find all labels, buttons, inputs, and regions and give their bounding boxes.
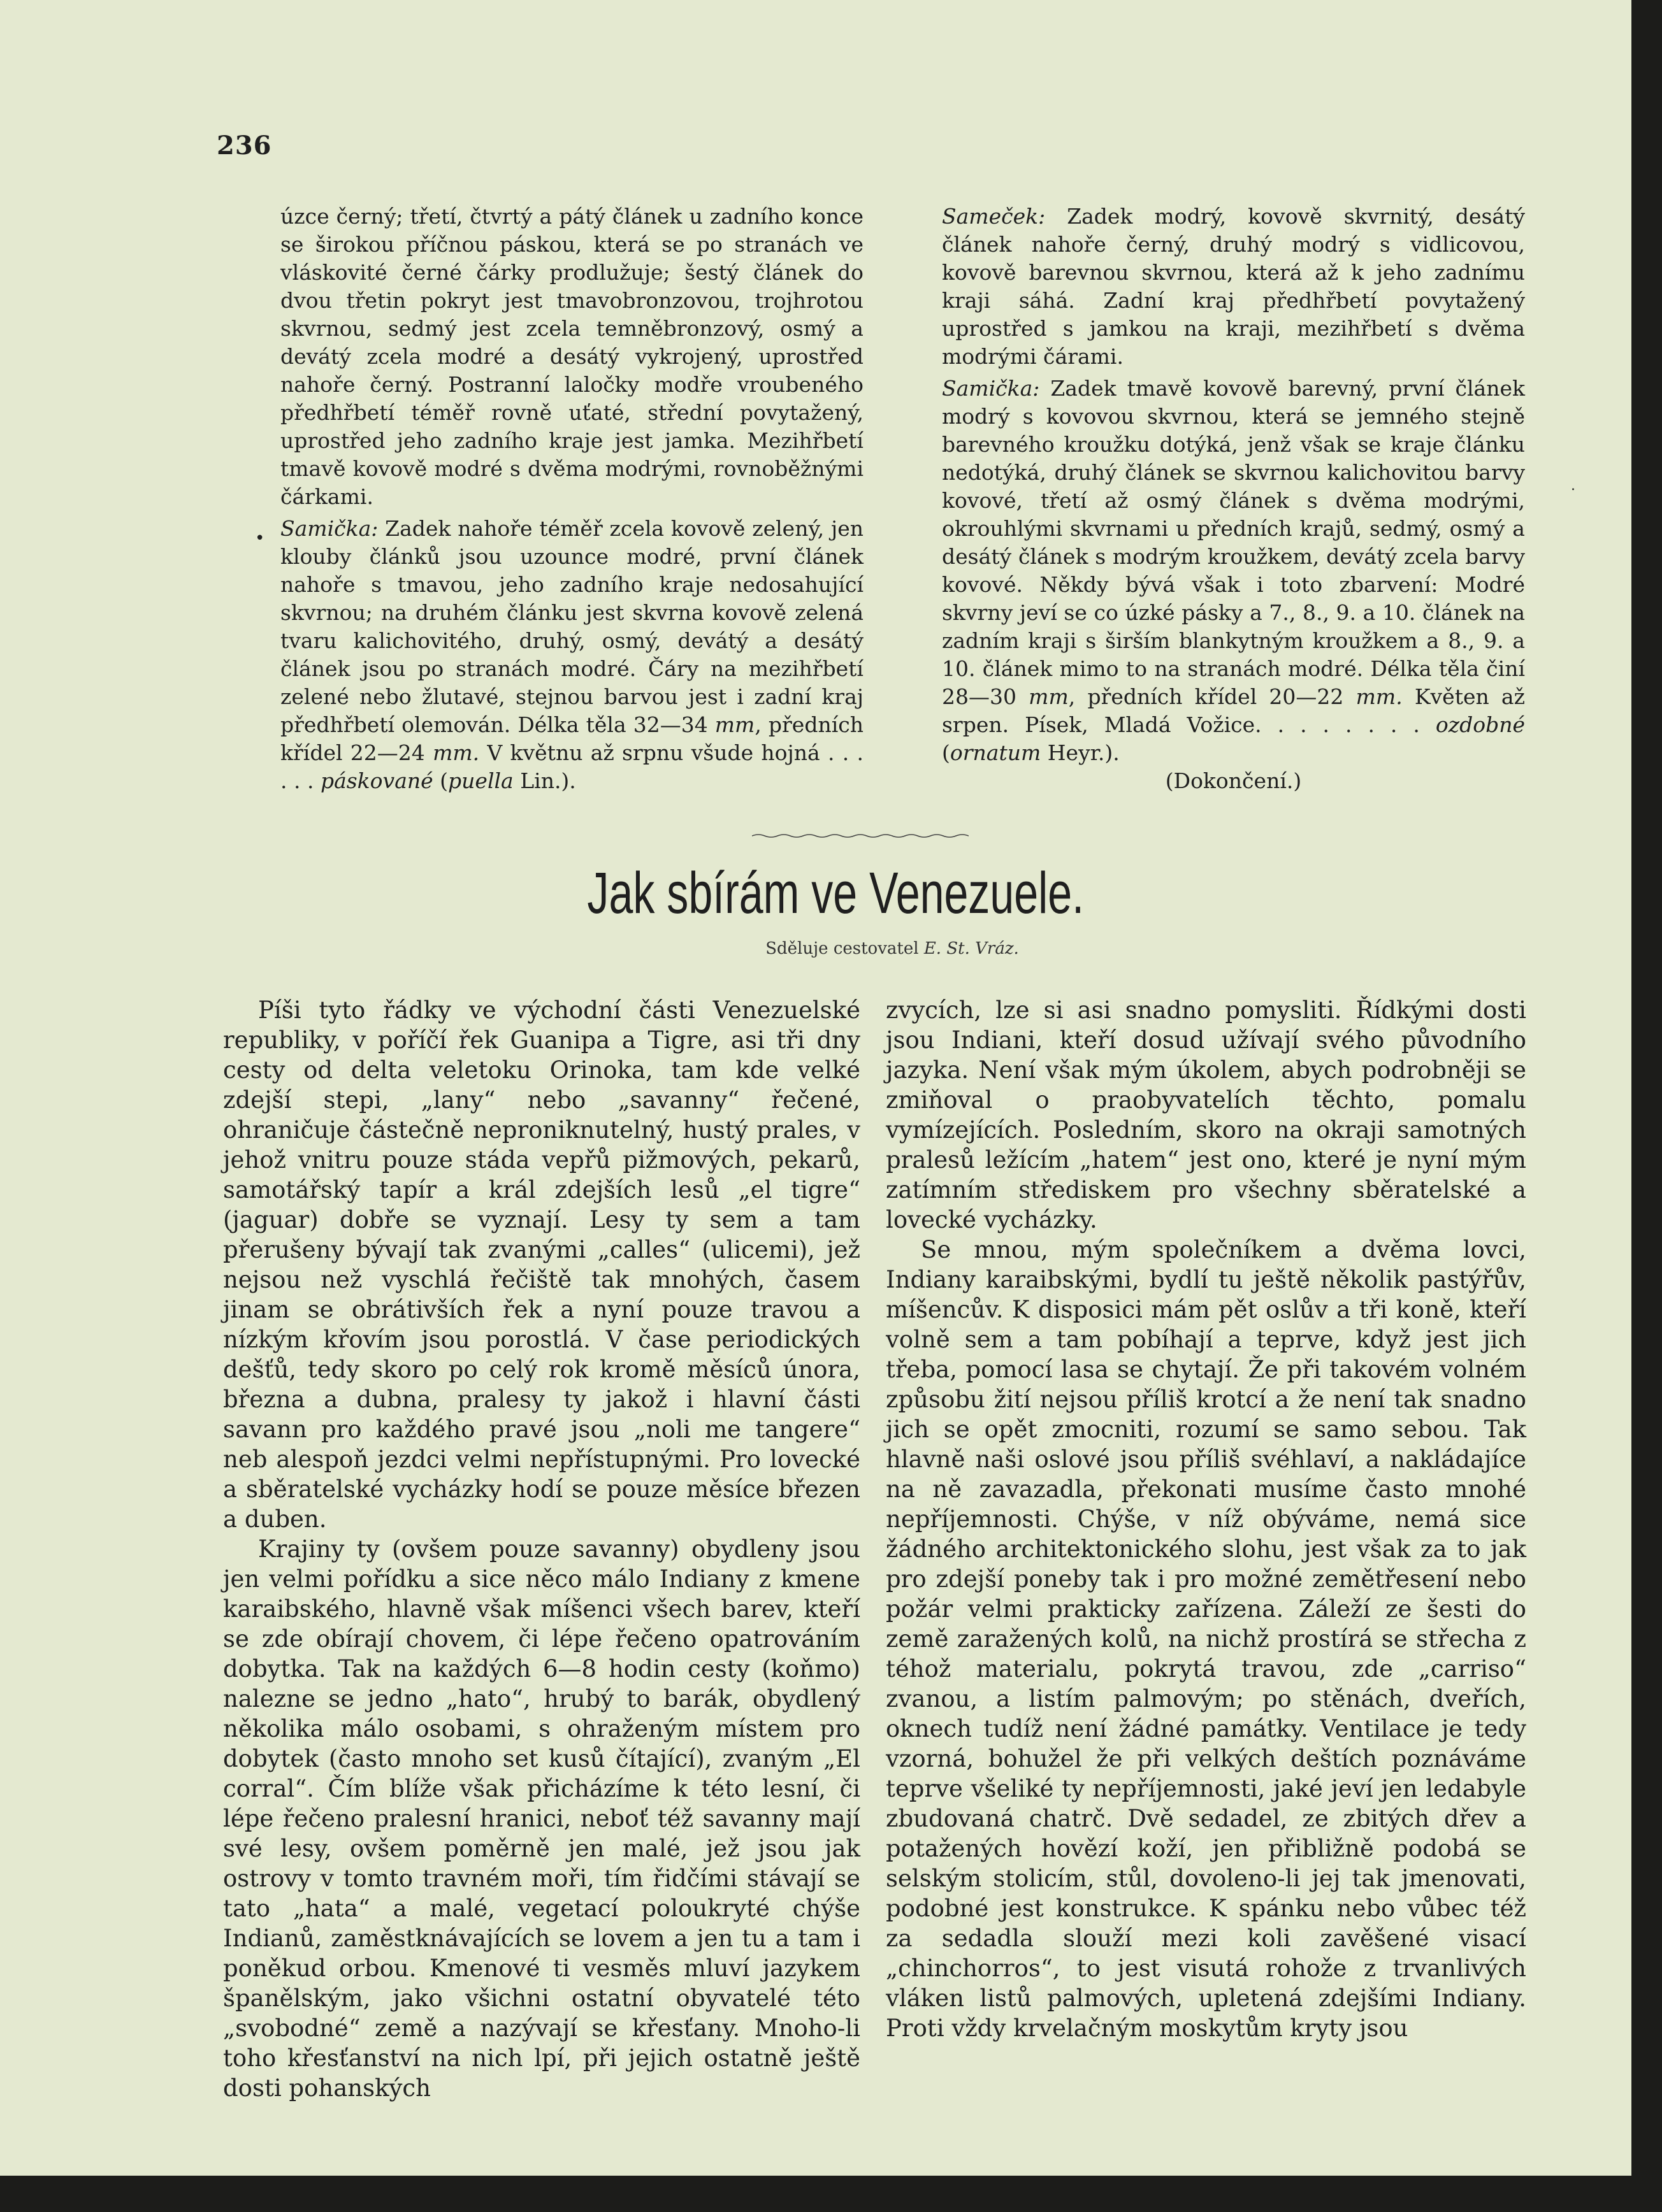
article-paragraph-4: Se mnou, mým společníkem a dvěma lovci, Indiany karaibskými, bydlí tu ještě několik pastýřův, míšencův. K disposici mám pět oslův a tři koně, kteří volně sem a tam pobíhají a teprve, když jest jich třeba, pomocí lasa se chytají. Že při takovém volném způsobu žití nejsou příliš krotcí a že není tak snadno jich se opět zmocniti, rozumí se samo sebou. Tak hlavně naši oslové jsou příliš svéhlaví, a nakládajíce na ně zavazadla, překonati musíme často mnohé nepříjemnosti. Chýše, v níž obýváme, nemá sice žádného architektonického slohu, jest však za to jak pro zdejší poneby tak i pro možné zemětřesení nebo požár velmi prakticky zařízena. Záleží ze šesti do země zaražených kolů, na nichž prostírá se střecha z téhož materialu, pokrytá travou, zde „carriso“ zvanou, a listím palmovým; po stěnách, dveřích, oknech tudíž není žádné památky. Ventilace je tedy vzorná, bohužel že při velkých deštích poznáváme teprve všeliké ty nepříjemnosti, jaké jeví jen ledabyle zbudovaná chatrč. Dvě sedadel, ze zbitých dřev a potažených hovězí koží, jen přibližně podobá se selským stolicím, stůl, dovoleno-li jej tak jmenovati, podobné jest konstrukce. K spánku nebo vůbec též za sedadla slouží mezi koli zavěšené visací „chinchorros“, to jest visutá rohože z trvanlivých vláken listů palmových, upletená zdejšími Indiany. Proti vždy krvelačným moskytům kryty jsou bbox=[886, 1236, 1526, 2042]
paren-open: ( bbox=[942, 740, 950, 765]
top-right-paragraph-2 bbox=[942, 375, 1525, 767]
wing-length-text: , předních křídel 22—24 bbox=[280, 712, 864, 765]
byline-author: E. St. Vráz. bbox=[923, 939, 1019, 958]
margin-mark: • bbox=[255, 529, 265, 548]
article-title: Jak sbírám ve Venezuele. bbox=[587, 861, 1084, 926]
top-right-column bbox=[942, 203, 1525, 795]
top-left-column bbox=[280, 203, 864, 795]
article-paragraph-2: Krajiny ty (ovšem pouze savanny) obydleny jsou jen velmi pořídku a sice něco málo Indiany z kmene karaibského, hlavně však míšenci všech barev, kteří se zde obírají chovem, či lépe řečeno opatrováním dobytka. Tak na každých 6—8 hodin cesty (koňmo) nalezne se jedno „hato“, hrubý to barák, obydlený několika málo osobami, s ohraženým místem pro dobytek (často mnoho set kusů čítající), zvaným „El corral“. Čím blíže však přicházíme k této lesní, či lépe řečeno pralesní hranici, neboť též savanny mají své lesy, ovšem poměrně jen malé, jež jsou jak ostrovy v tomto travném moři, tím řidčími stávají se tato „hata“ a malé, vegetací poloukryté chýše Indianů, zaměstknávajících se lovem a jen tu a tam i poněkud orbou. Kmenové ti vesměs mluví jazykem španělským, jako všichni ostatní obyvatelé této „svobodné“ země a nazývají se křesťany. Mnoho-li toho křesťanství na nich lpí, při jejich ostatně ještě dosti pohanských bbox=[223, 1535, 860, 2102]
female-label: Samička: bbox=[942, 376, 1040, 401]
article-byline bbox=[701, 939, 1083, 958]
species-author: Heyr.). bbox=[1041, 740, 1120, 765]
article-right-column bbox=[886, 995, 1526, 2043]
section-divider bbox=[752, 833, 969, 839]
unit-mm: mm. bbox=[433, 740, 480, 765]
species-czech-name: ozdobné bbox=[1435, 712, 1525, 737]
continued-note: (Dokončení.) bbox=[1165, 768, 1302, 793]
male-description: Zadek modrý, kovově skvrnitý, desátý článek nahoře černý, druhý modrý s vidlicovou, kovově barevnou skvrnou, která až k jeho zadnímu kraji sáhá. Zadní kraj předhřbetí povytažený uprostřed s jamkou na kraji, mezihřbetí s dvěma modrými čárami. bbox=[942, 204, 1525, 369]
unit-mm: mm bbox=[1029, 684, 1069, 709]
article-paragraph-3: zvycích, lze si asi snadno pomysliti. Řídkými dosti jsou Indiani, kteří dosud užívají svého původního jazyka. Není však mým úkolem, abych podrobněji se zmiňoval o praobyvatelích těchto, pomalu vymízejících. Posledním, skoro na okraji samotných pralesů ležícím „hatem“ jest ono, které je nyní mým zatímním střediskem pro všechny sběratelské a lovecké vycházky. bbox=[886, 996, 1526, 1233]
species-author: Lin.). bbox=[513, 768, 576, 793]
paren-open: ( bbox=[433, 768, 449, 793]
species-latin-name: puella bbox=[448, 768, 514, 793]
season-text: V květnu až srpnu všude hojná . . . . . . bbox=[280, 740, 864, 793]
wing-length-text: , předních křídel 20—22 bbox=[1068, 684, 1356, 709]
species-latin-name: ornatum bbox=[950, 740, 1041, 765]
unit-mm: mm bbox=[714, 712, 755, 737]
female-description: Zadek tmavě kovově barevný, první článek modrý s kovovou skvrnou, která se jemného stejně barevného kroužku dotýká, jenž však se kraje článku nedotýká, druhý článek se skvrnou kalichovitou barvy kovové, třetí až osmý článek s dvěma modrými, okrouhlými skvrnami u předních krajů, sedmý, osmý a desátý článek s modrým kroužkem, devátý zcela barvy kovové. Někdy bývá však i toto zbarvení: Modré skvrny jeví se co úzké pásky a 7., 8., 9. a 10. článek na zadním kraji s širším blankytným kroužkem a 8., 9. a 10. článek mimo to na stranách modré. Délka těla činí 28—30 bbox=[942, 376, 1525, 709]
margin-mark: . bbox=[1571, 478, 1575, 494]
byline-prefix: Sděluje cestovatel bbox=[765, 939, 924, 958]
top-left-paragraph-1: úzce černý; třetí, čtvrtý a pátý článek u zadního konce se širokou příčnou páskou, která se po stranách ve vláskovité černé čárky prodlužuje; šestý článek do dvou třetin pokryt jest tmavobronzovou, trojhrotou skvrnou, sedmý jest zcela temněbronzový, osmý a devátý zcela modré a desátý vykrojený, uprostřed nahoře černý. Postranní laločky modře vroubeného předhřbetí téměř rovně uťaté, střední povytažený, uprostřed jeho zadního kraje jest jamka. Mezihřbetí tmavě kovově modré s dvěma modrými, rovnoběžnými čárkami. bbox=[280, 204, 864, 509]
article-left-column bbox=[223, 995, 860, 2103]
article-paragraph-1: Píši tyto řádky ve východní části Venezuelské republiky, v poříčí řek Guanipa a Tigre, asi tři dny cesty od delta veletoku Orinoka, tam kde velké zdejší stepi, „lany“ nebo „savanny“ řečené, ohraničuje částečně neproniknutelný, hustý prales, v jehož vnitru pouze stáda vepřů pižmových, pekarů, samotářský tapír a král zdejších lesů „el tigre“ (jaguar) dobře se vyznají. Lesy ty sem a tam přerušeny bývají tak zvanými „calles“ (ulicemi), jež nejsou než vyschlá řečiště tak mnohých, časem jinam se obrátivších řek a nyní pouze travou a nízkým křovím jsou porostlá. V čase periodických dešťů, tedy skoro po celý rok kromě měsíců února, března a dubna, pralesy ty jakož i hlavní části savann pro každého pravé jsou „noli me tangere“ neb alespoň jezdci velmi nepřístupnými. Pro lovecké a sběratelské vycházky hodí se pouze měsíce březen a duben. bbox=[223, 996, 860, 1533]
page-number: 236 bbox=[217, 131, 272, 161]
season-text: Květen až srpen. Písek, Mladá Vožice. . . . . . . . bbox=[942, 684, 1525, 737]
unit-mm: mm. bbox=[1355, 684, 1403, 709]
male-label: Sameček: bbox=[942, 204, 1046, 229]
species-czech-name: páskované bbox=[320, 768, 433, 793]
top-left-paragraph-2 bbox=[280, 515, 864, 795]
female-label: Samička: bbox=[280, 516, 379, 541]
female-description: Zadek nahoře téměř zcela kovově zelený, jen klouby článků jsou uzounce modré, první článek nahoře s tmavou, jeho zadního kraje nedosahující skvrnou; na druhém článku jest skvrna kovově zelená tvaru kalichovitého, druhý, osmý, devátý a desátý článek jsou po stranách modré. Čáry na mezihřbetí zelené nebo žlutavé, stejnou barvou jest i zadní kraj předhřbetí olemován. Délka těla 32—34 bbox=[280, 516, 864, 737]
top-right-paragraph-1 bbox=[942, 203, 1525, 371]
